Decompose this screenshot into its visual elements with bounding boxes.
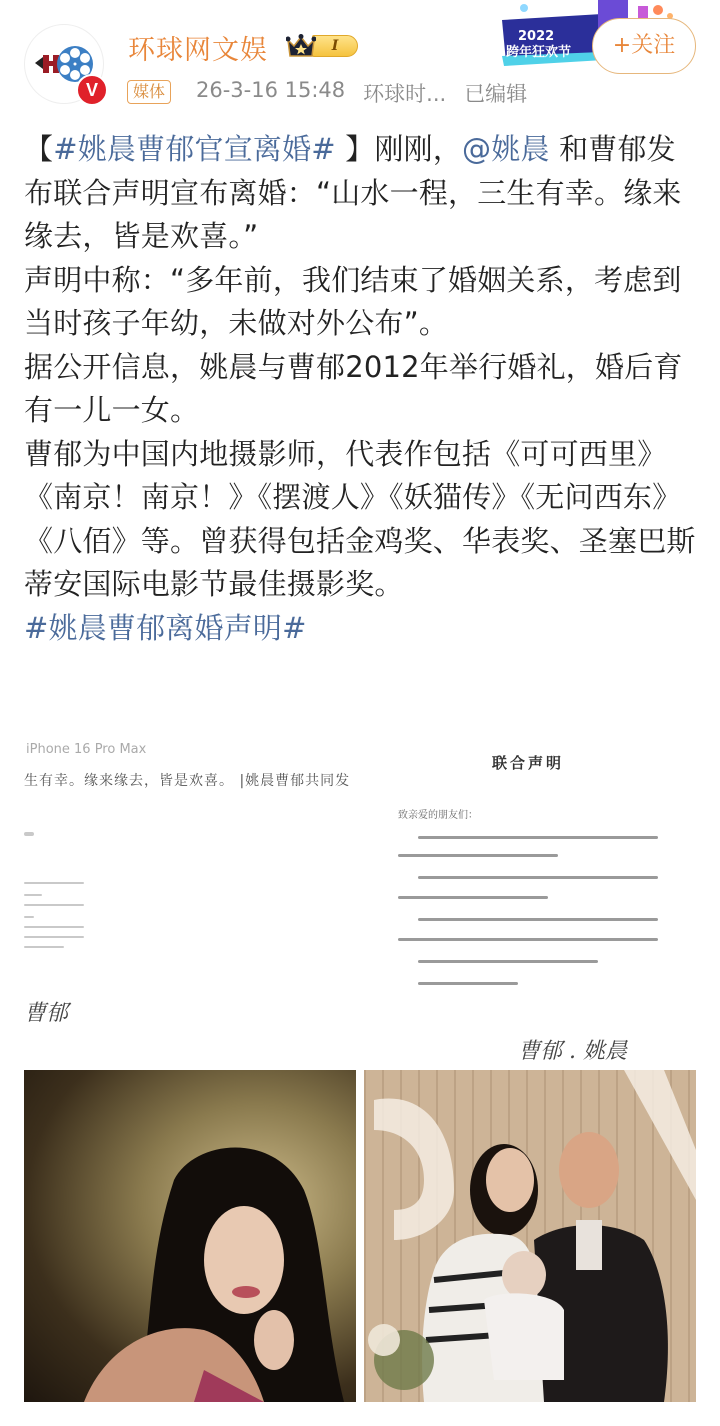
quote-line: 生有幸。缘来缘去，皆是欢喜。 |姚晨曹郁共同发 (24, 773, 351, 789)
truncated-footer-text (24, 1408, 154, 1418)
document-title: 联合声明 (492, 754, 565, 772)
username[interactable]: 环球网文娱 (128, 35, 268, 66)
level-label: I (312, 35, 358, 57)
post-image-3[interactable] (24, 1070, 356, 1402)
media-tag: 媒体 (127, 80, 171, 104)
timestamp: 26-3-16 15:48 (196, 78, 346, 102)
doc-line (24, 926, 84, 928)
document-greeting: 致亲爱的朋友们： (398, 810, 478, 821)
doc-line (418, 876, 658, 879)
topic-link-announcement[interactable]: #姚晨曹郁官宣离婚# (53, 132, 336, 166)
topic-link-statement[interactable]: #姚晨曹郁离婚声明# (24, 610, 307, 645)
svg-text:跨年狂欢节: 跨年狂欢节 (506, 45, 572, 60)
post-text: 和曹郁发布联合声明宣布离婚：“山水一程，三生有幸。缘来缘去，皆是欢喜。” (24, 132, 682, 253)
post-image-4[interactable] (364, 1070, 696, 1402)
post-body (24, 128, 700, 650)
post-paragraph-2: 声明中称：“多年前，我们结束了婚姻关系，考虑到当时孩子年幼，未做对外公布”。 (24, 262, 682, 340)
post-header (0, 0, 720, 120)
follow-button[interactable]: +关注 (592, 18, 696, 74)
post-paragraph-3: 据公开信息，姚晨与曹郁2012年举行婚礼，婚后育有一儿一女。 (24, 349, 683, 427)
portrait-photo-icon (24, 1070, 356, 1402)
doc-line (398, 896, 548, 899)
post-paragraph-1 (24, 128, 700, 259)
doc-line (418, 918, 658, 921)
crown-icon (286, 34, 316, 58)
family-photo-icon (364, 1070, 696, 1402)
level-badge[interactable] (286, 32, 358, 60)
doc-line (24, 936, 84, 938)
post-paragraph-4: 曹郁为中国内地摄影师，代表作包括《可可西里》《南京！南京！》《摆渡人》《妖猫传》《无问西东》《八佰》等。曾获得包括金鸡奖、华表奖、圣塞巴斯蒂安国际电影节最佳摄影奖。 (24, 436, 696, 601)
doc-line (418, 836, 658, 839)
doc-line (24, 904, 84, 906)
doc-line (398, 938, 658, 941)
source-label[interactable]: 环球时... (363, 82, 447, 106)
signature: 曹郁 (24, 1001, 69, 1026)
post-text: 刚刚， (374, 132, 463, 166)
mention-link[interactable]: @姚晨 (462, 132, 550, 166)
edited-label[interactable]: 已编辑 (464, 82, 528, 106)
bracket-open: 【 (24, 132, 54, 166)
doc-line (24, 832, 34, 836)
doc-line (24, 916, 34, 918)
device-caption: iPhone 16 Pro Max (26, 742, 147, 757)
post-meta (196, 78, 527, 108)
doc-line (24, 882, 84, 884)
post-paragraph-5 (24, 607, 700, 651)
doc-line (418, 960, 598, 963)
svg-text:2022: 2022 (518, 29, 555, 44)
doc-line (418, 982, 518, 985)
doc-line (24, 894, 42, 896)
post-image-1[interactable] (24, 732, 356, 1062)
signature: 曹郁 . 姚晨 (518, 1039, 627, 1062)
bracket-close: 】 (335, 132, 375, 166)
verified-badge-icon: V (76, 74, 108, 106)
doc-line (24, 946, 64, 948)
post-image-2[interactable] (364, 732, 696, 1062)
doc-line (398, 854, 558, 857)
